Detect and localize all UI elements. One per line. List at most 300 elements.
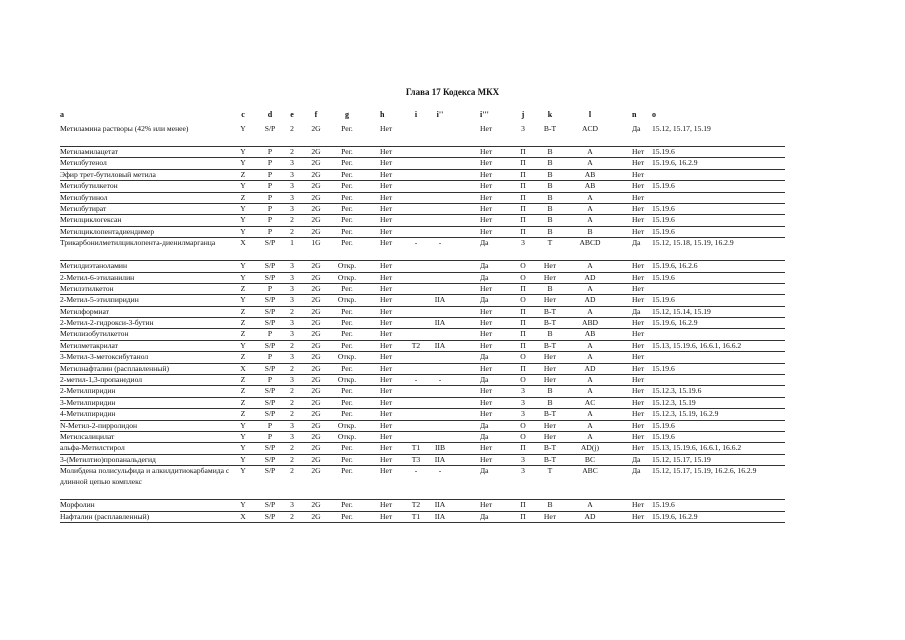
table-cell-n: Нет: [632, 169, 645, 179]
table-row: [60, 318, 785, 329]
table-cell-j: П: [520, 226, 526, 236]
table-cell-h: Нет: [380, 363, 393, 373]
table-cell-o: 15.12.3, 15.19, 16.2.9: [652, 409, 719, 419]
table-cell-a: Метилдиэтаноламин: [60, 261, 128, 271]
table-cell-h: Нет: [380, 500, 393, 510]
table-cell-k: B: [547, 226, 553, 236]
table-cell-h: Нет: [380, 169, 393, 179]
table-cell-k: Нет: [543, 272, 557, 282]
table-cell-k: B-T: [543, 306, 557, 316]
table-cell-g: Рег.: [341, 454, 353, 464]
table-cell-d: P: [267, 203, 273, 213]
table-cell-e: 3: [290, 431, 294, 441]
table-row: [60, 329, 785, 340]
table-cell-h: Нет: [380, 215, 393, 225]
table-cell-n: Нет: [632, 511, 645, 521]
table-cell-e: 3: [290, 318, 294, 328]
table-cell-i''': Нет: [480, 306, 493, 316]
table-cell-a: Молибдена полисульфида и алкилдитиокарбамида с длинной цепью комплекс: [60, 466, 230, 486]
table-cell-o: 15.19.6, 16.2.9: [652, 511, 698, 521]
table-cell-k: Нет: [543, 352, 557, 362]
table-cell-f: 2G: [311, 420, 321, 430]
table-cell-i''': Нет: [480, 147, 493, 156]
table-cell-j: П: [520, 192, 526, 202]
table-cell-i''': Нет: [480, 340, 493, 350]
table-cell-j: П: [520, 443, 526, 453]
column-header-0: a: [60, 110, 64, 119]
table-cell-i: T3: [411, 454, 421, 464]
table-cell-k: B: [547, 181, 553, 191]
table-cell-d: P: [267, 431, 273, 441]
table-cell-g: Рег.: [341, 158, 353, 168]
table-cell-c: Y: [240, 420, 246, 430]
table-cell-g: Рег.: [341, 318, 353, 328]
table-cell-n: Да: [632, 306, 641, 316]
table-cell-d: P: [267, 375, 273, 385]
table-row: [60, 193, 785, 204]
table-cell-o: 15.19.6: [652, 500, 675, 510]
table-cell-l: A: [587, 352, 593, 362]
table-cell-h: Нет: [380, 329, 393, 339]
table-header: [60, 110, 785, 124]
table-cell-n: Нет: [632, 203, 645, 213]
table-cell-j: O: [520, 352, 526, 362]
table-cell-h: Нет: [380, 295, 393, 305]
table-cell-n: Нет: [632, 272, 645, 282]
table-cell-n: Нет: [632, 340, 645, 350]
table-cell-o: 15.12, 15.18, 15.19, 16.2.9: [652, 238, 734, 248]
page-title: Глава 17 Кодекса МКХ: [405, 87, 500, 97]
table-row: [60, 364, 785, 375]
table-cell-f: 2G: [311, 226, 321, 236]
table-cell-a: Метилциклогексан: [60, 215, 122, 225]
table-cell-g: Откр.: [337, 272, 357, 282]
table-cell-h: Нет: [380, 283, 393, 293]
table-cell-j: П: [520, 147, 526, 156]
table-cell-e: 2: [290, 454, 294, 464]
table-cell-a: Трикарбонилметилциклопента-диенилмарганца: [60, 238, 216, 248]
table-cell-e: 3: [290, 329, 294, 339]
table-cell-l: A: [587, 500, 593, 510]
table-cell-e: 3: [290, 283, 294, 293]
table-cell-g: Рег.: [341, 340, 353, 350]
table-row: [60, 181, 785, 192]
table-cell-l: ABD: [581, 318, 599, 328]
table-cell-f: 2G: [311, 272, 321, 282]
table-cell-o: 15.19.6: [652, 226, 675, 236]
table-cell-e: 3: [290, 500, 294, 510]
table-cell-c: Z: [240, 352, 246, 362]
table-cell-c: X: [240, 511, 246, 521]
table-cell-g: Рег.: [341, 181, 353, 191]
table-cell-d: P: [267, 329, 273, 339]
table-cell-g: Рег.: [341, 397, 353, 407]
table-cell-n: Нет: [632, 431, 645, 441]
table-cell-a: Метилэтилкетон: [60, 283, 114, 293]
table-cell-i''': Да: [480, 261, 489, 271]
column-header-6: h: [380, 110, 385, 119]
table-cell-i''': Нет: [480, 283, 493, 293]
table-cell-c: X: [240, 363, 246, 373]
table-cell-c: Z: [240, 306, 246, 316]
table-cell-n: Нет: [632, 420, 645, 430]
table-cell-g: Откр.: [337, 420, 357, 430]
column-header-11: k: [547, 110, 553, 119]
table-cell-l: A: [587, 409, 593, 419]
table-cell-h: Нет: [380, 511, 393, 521]
table-cell-f: 2G: [311, 147, 321, 156]
table-cell-c: Y: [240, 443, 246, 453]
table-cell-n: Нет: [632, 409, 645, 419]
table-cell-c: Z: [240, 409, 246, 419]
table-cell-k: B: [547, 203, 553, 213]
table-cell-o: 15.19.6, 16.2.9: [652, 318, 698, 328]
table-cell-o: 15.19.6: [652, 215, 675, 225]
table-cell-d: P: [267, 352, 273, 362]
table-cell-l: A: [587, 375, 593, 385]
table-cell-a: 2-Метилпиридин: [60, 386, 116, 396]
column-header-13: n: [632, 110, 637, 119]
table-cell-g: Откр.: [337, 295, 357, 305]
table-cell-a: Метиламилацетат: [60, 147, 118, 156]
table-cell-l: AB: [584, 181, 596, 191]
table-cell-l: A: [587, 306, 593, 316]
table-cell-h: Нет: [380, 261, 393, 271]
table-cell-c: Z: [240, 318, 246, 328]
table-cell-f: 2G: [311, 454, 321, 464]
table-row: [60, 386, 785, 397]
table-cell-e: 3: [290, 420, 294, 430]
table-cell-n: Нет: [632, 147, 645, 156]
table-cell-d: S/P: [264, 261, 276, 271]
table-cell-f: 2G: [311, 295, 321, 305]
table-row: [60, 352, 785, 363]
table-cell-f: 2G: [311, 386, 321, 396]
table-cell-l: AD: [584, 511, 596, 521]
table-cell-d: S/P: [264, 409, 276, 419]
table-cell-o: 15.19.6: [652, 295, 675, 305]
table-cell-c: Y: [240, 261, 246, 271]
table-cell-k: B: [547, 283, 553, 293]
table-cell-g: Рег.: [341, 363, 353, 373]
table-cell-e: 2: [290, 511, 294, 521]
table-cell-j: O: [520, 431, 526, 441]
table-cell-c: Z: [240, 386, 246, 396]
table-cell-c: Y: [240, 181, 246, 191]
table-cell-f: 1G: [311, 238, 321, 248]
table-cell-g: Откр.: [337, 352, 357, 362]
table-cell-l: B: [587, 226, 593, 236]
table-cell-g: Рег.: [341, 329, 353, 339]
table-cell-h: Нет: [380, 181, 393, 191]
table-cell-a: 2-Метил-5-этилпиридин: [60, 295, 139, 305]
table-cell-h: Нет: [380, 124, 393, 133]
table-cell-i'': -: [438, 238, 442, 248]
table-cell-k: B: [547, 500, 553, 510]
table-cell-j: П: [520, 203, 526, 213]
table-cell-l: ACD: [581, 124, 599, 133]
table-cell-l: AB: [584, 169, 596, 179]
table-cell-a: 3-Метилпиридин: [60, 397, 116, 407]
table-cell-e: 2: [290, 363, 294, 373]
table-cell-i: T1: [411, 443, 421, 453]
table-cell-j: П: [520, 158, 526, 168]
table-cell-h: Нет: [380, 397, 393, 407]
table-cell-o: 15.19.6: [652, 181, 675, 191]
table-cell-h: Нет: [380, 443, 393, 453]
table-cell-g: Рег.: [341, 409, 353, 419]
table-cell-i''': Да: [480, 272, 489, 282]
table-cell-n: Нет: [632, 386, 645, 396]
table-cell-f: 2G: [311, 283, 321, 293]
table-cell-i''': Нет: [480, 329, 493, 339]
table-row: [60, 375, 785, 386]
table-cell-l: ABCD: [579, 238, 601, 248]
table-cell-g: Рег.: [341, 192, 353, 202]
table-cell-k: B-T: [543, 454, 557, 464]
column-header-4: f: [314, 110, 318, 119]
column-header-10: j: [521, 110, 525, 119]
table-row: [60, 284, 785, 295]
table-cell-c: Y: [240, 466, 246, 476]
table-cell-c: X: [240, 238, 246, 248]
table-cell-j: 3: [521, 397, 525, 407]
table-cell-c: Y: [240, 295, 246, 305]
table-cell-j: П: [520, 181, 526, 191]
table-cell-i''': Да: [480, 352, 489, 362]
table-cell-i''': Нет: [480, 397, 493, 407]
table-cell-e: 2: [290, 306, 294, 316]
table-cell-f: 2G: [311, 215, 321, 225]
table-cell-f: 2G: [311, 409, 321, 419]
column-header-5: g: [345, 110, 349, 119]
table-cell-j: П: [520, 511, 526, 521]
table-cell-d: S/P: [264, 318, 276, 328]
table-cell-f: 2G: [311, 318, 321, 328]
column-header-3: e: [290, 110, 294, 119]
table-cell-l: A: [587, 261, 593, 271]
table-cell-e: 3: [290, 295, 294, 305]
table-cell-j: П: [520, 215, 526, 225]
table-cell-d: S/P: [264, 466, 276, 476]
table-cell-a: 2-метил-1,3-пропанедиол: [60, 375, 143, 385]
table-cell-k: Нет: [543, 375, 557, 385]
column-header-9: i''': [480, 110, 489, 119]
table-cell-c: Y: [240, 340, 246, 350]
table-cell-n: Нет: [632, 375, 645, 385]
table-cell-f: 2G: [311, 192, 321, 202]
table-cell-i'': IIA: [434, 295, 446, 305]
table-cell-j: П: [520, 363, 526, 373]
table-cell-d: P: [267, 215, 273, 225]
table-cell-o: 15.19.6: [652, 363, 675, 373]
table-cell-k: B: [547, 192, 553, 202]
table-cell-d: P: [267, 283, 273, 293]
table-cell-d: S/P: [264, 386, 276, 396]
table-cell-h: Нет: [380, 431, 393, 441]
table-cell-k: B: [547, 158, 553, 168]
table-cell-h: Нет: [380, 192, 393, 202]
table-cell-f: 2G: [311, 443, 321, 453]
table-cell-d: S/P: [264, 500, 276, 510]
table-cell-j: O: [520, 420, 526, 430]
table-cell-a: Метилформиат: [60, 306, 109, 316]
table-cell-j: O: [520, 375, 526, 385]
table-cell-g: Рег.: [341, 500, 353, 510]
column-header-7: i: [414, 110, 418, 119]
table-cell-f: 2G: [311, 306, 321, 316]
table-cell-k: B-T: [543, 124, 557, 133]
table-cell-i''': Да: [480, 511, 489, 521]
table-row: [60, 341, 785, 352]
table-cell-f: 2G: [311, 124, 321, 133]
table-row: [60, 307, 785, 318]
table-cell-c: Y: [240, 500, 246, 510]
table-cell-i''': Нет: [480, 158, 493, 168]
table-cell-e: 2: [290, 443, 294, 453]
table-cell-g: Рег.: [341, 124, 353, 133]
table-cell-a: Метиламина растворы (42% или менее): [60, 124, 189, 133]
table-cell-n: Да: [632, 466, 641, 476]
table-cell-f: 2G: [311, 511, 321, 521]
table-cell-d: S/P: [264, 295, 276, 305]
table-cell-e: 2: [290, 409, 294, 419]
table-cell-e: 2: [290, 340, 294, 350]
table-cell-o: 15.12, 15.17, 15.19, 16.2.6, 16.2.9: [652, 466, 757, 476]
table-cell-c: Z: [240, 375, 246, 385]
table-cell-g: Откр.: [337, 261, 357, 271]
table-cell-i''': Нет: [480, 203, 493, 213]
table-cell-o: 15.19.6: [652, 431, 675, 441]
table-cell-a: 4-Метилпиридин: [60, 409, 116, 419]
table-cell-c: Y: [240, 124, 246, 133]
table-cell-h: Нет: [380, 318, 393, 328]
table-row: [60, 261, 785, 272]
table-cell-a: Метилметакрилат: [60, 340, 118, 350]
table-cell-l: A: [587, 283, 593, 293]
table-cell-l: A: [587, 420, 593, 430]
table-cell-g: Рег.: [341, 226, 353, 236]
table-cell-f: 2G: [311, 363, 321, 373]
table-cell-l: AD: [584, 363, 596, 373]
table-cell-a: Метилизобутилкетон: [60, 329, 129, 339]
table-cell-a: Метилбутилкетон: [60, 181, 118, 191]
table-cell-d: P: [267, 158, 273, 168]
table-body: [60, 124, 785, 523]
table-cell-l: AD: [584, 272, 596, 282]
table-cell-k: B-T: [543, 443, 557, 453]
table-cell-a: Метилциклопентадиендимер: [60, 226, 155, 236]
table-cell-f: 2G: [311, 375, 321, 385]
table-cell-o: 15.12.3, 15.19: [652, 397, 696, 407]
table-cell-c: Y: [240, 272, 246, 282]
table-row: [60, 215, 785, 226]
table-cell-a: альфа-Метилстирол: [60, 443, 125, 453]
table-cell-h: Нет: [380, 409, 393, 419]
table-cell-d: S/P: [264, 238, 276, 248]
table-cell-n: Нет: [632, 261, 645, 271]
table-row: [60, 295, 785, 306]
table-cell-e: 2: [290, 386, 294, 396]
table-cell-i''': Нет: [480, 215, 493, 225]
table-cell-g: Рег.: [341, 443, 353, 453]
table-cell-j: 3: [521, 238, 525, 248]
table-cell-o: 15.12, 15.17, 15.19: [652, 454, 711, 464]
table-cell-i: T2: [411, 340, 421, 350]
table-cell-i: -: [414, 466, 418, 476]
table-cell-a: 3-Метил-3-метоксибутанол: [60, 352, 149, 362]
table-row: [60, 409, 785, 420]
table-row: [60, 512, 785, 523]
table-cell-i: T2: [411, 500, 421, 510]
table-cell-e: 3: [290, 352, 294, 362]
table-cell-k: Нет: [543, 420, 557, 430]
table-cell-a: 2-Метил-6-этиланилин: [60, 272, 135, 282]
table-cell-i''': Нет: [480, 409, 493, 419]
table-cell-j: 3: [521, 386, 525, 396]
table-cell-a: Эфир трет-бутиловый метила: [60, 169, 156, 179]
table-cell-i'': IIA: [434, 454, 446, 464]
table-cell-i'': IIA: [434, 318, 446, 328]
table-cell-d: S/P: [264, 511, 276, 521]
table-cell-o: 15.13, 15.19.6, 16.6.1, 16.6.2: [652, 340, 742, 350]
table-cell-c: Y: [240, 147, 246, 156]
table-cell-n: Да: [632, 454, 641, 464]
table-cell-n: Нет: [632, 443, 645, 453]
table-cell-d: S/P: [264, 306, 276, 316]
table-cell-g: Откр.: [337, 375, 357, 385]
table-cell-n: Нет: [632, 318, 645, 328]
table-cell-h: Нет: [380, 306, 393, 316]
table-row: [60, 170, 785, 181]
column-header-2: d: [267, 110, 273, 119]
table-cell-f: 2G: [311, 500, 321, 510]
table-cell-e: 3: [290, 272, 294, 282]
table-cell-i'': IIA: [434, 500, 446, 510]
table-cell-i: -: [414, 238, 418, 248]
table-row: [60, 421, 785, 432]
table-cell-f: 2G: [311, 203, 321, 213]
table-cell-k: B-T: [543, 318, 557, 328]
table-row: [60, 273, 785, 284]
table-cell-e: 3: [290, 158, 294, 168]
table-cell-j: П: [520, 340, 526, 350]
table-cell-g: Рег.: [341, 511, 353, 521]
table-cell-l: A: [587, 158, 593, 168]
table-cell-i''': Нет: [480, 181, 493, 191]
table-cell-a: Нафталин (расплавленный): [60, 511, 150, 521]
table-row: [60, 204, 785, 215]
column-header-1: c: [241, 110, 245, 119]
table-cell-n: Да: [632, 238, 641, 248]
table-cell-c: Z: [240, 329, 246, 339]
table-cell-n: Нет: [632, 397, 645, 407]
table-cell-j: П: [520, 329, 526, 339]
table-cell-l: A: [587, 192, 593, 202]
table-cell-g: Рег.: [341, 203, 353, 213]
table-cell-a: 2-Метил-2-гидрокси-3-бутин: [60, 318, 154, 328]
table-cell-f: 2G: [311, 397, 321, 407]
table-cell-n: Да: [632, 124, 641, 133]
table-cell-l: AC: [584, 397, 596, 407]
table-cell-i''': Нет: [480, 124, 493, 133]
table-cell-e: 2: [290, 215, 294, 225]
column-header-8: i'': [436, 110, 444, 119]
table-cell-k: B: [547, 215, 553, 225]
table-cell-i''': Нет: [480, 386, 493, 396]
data-table: [60, 110, 785, 523]
table-cell-i''': Нет: [480, 169, 493, 179]
